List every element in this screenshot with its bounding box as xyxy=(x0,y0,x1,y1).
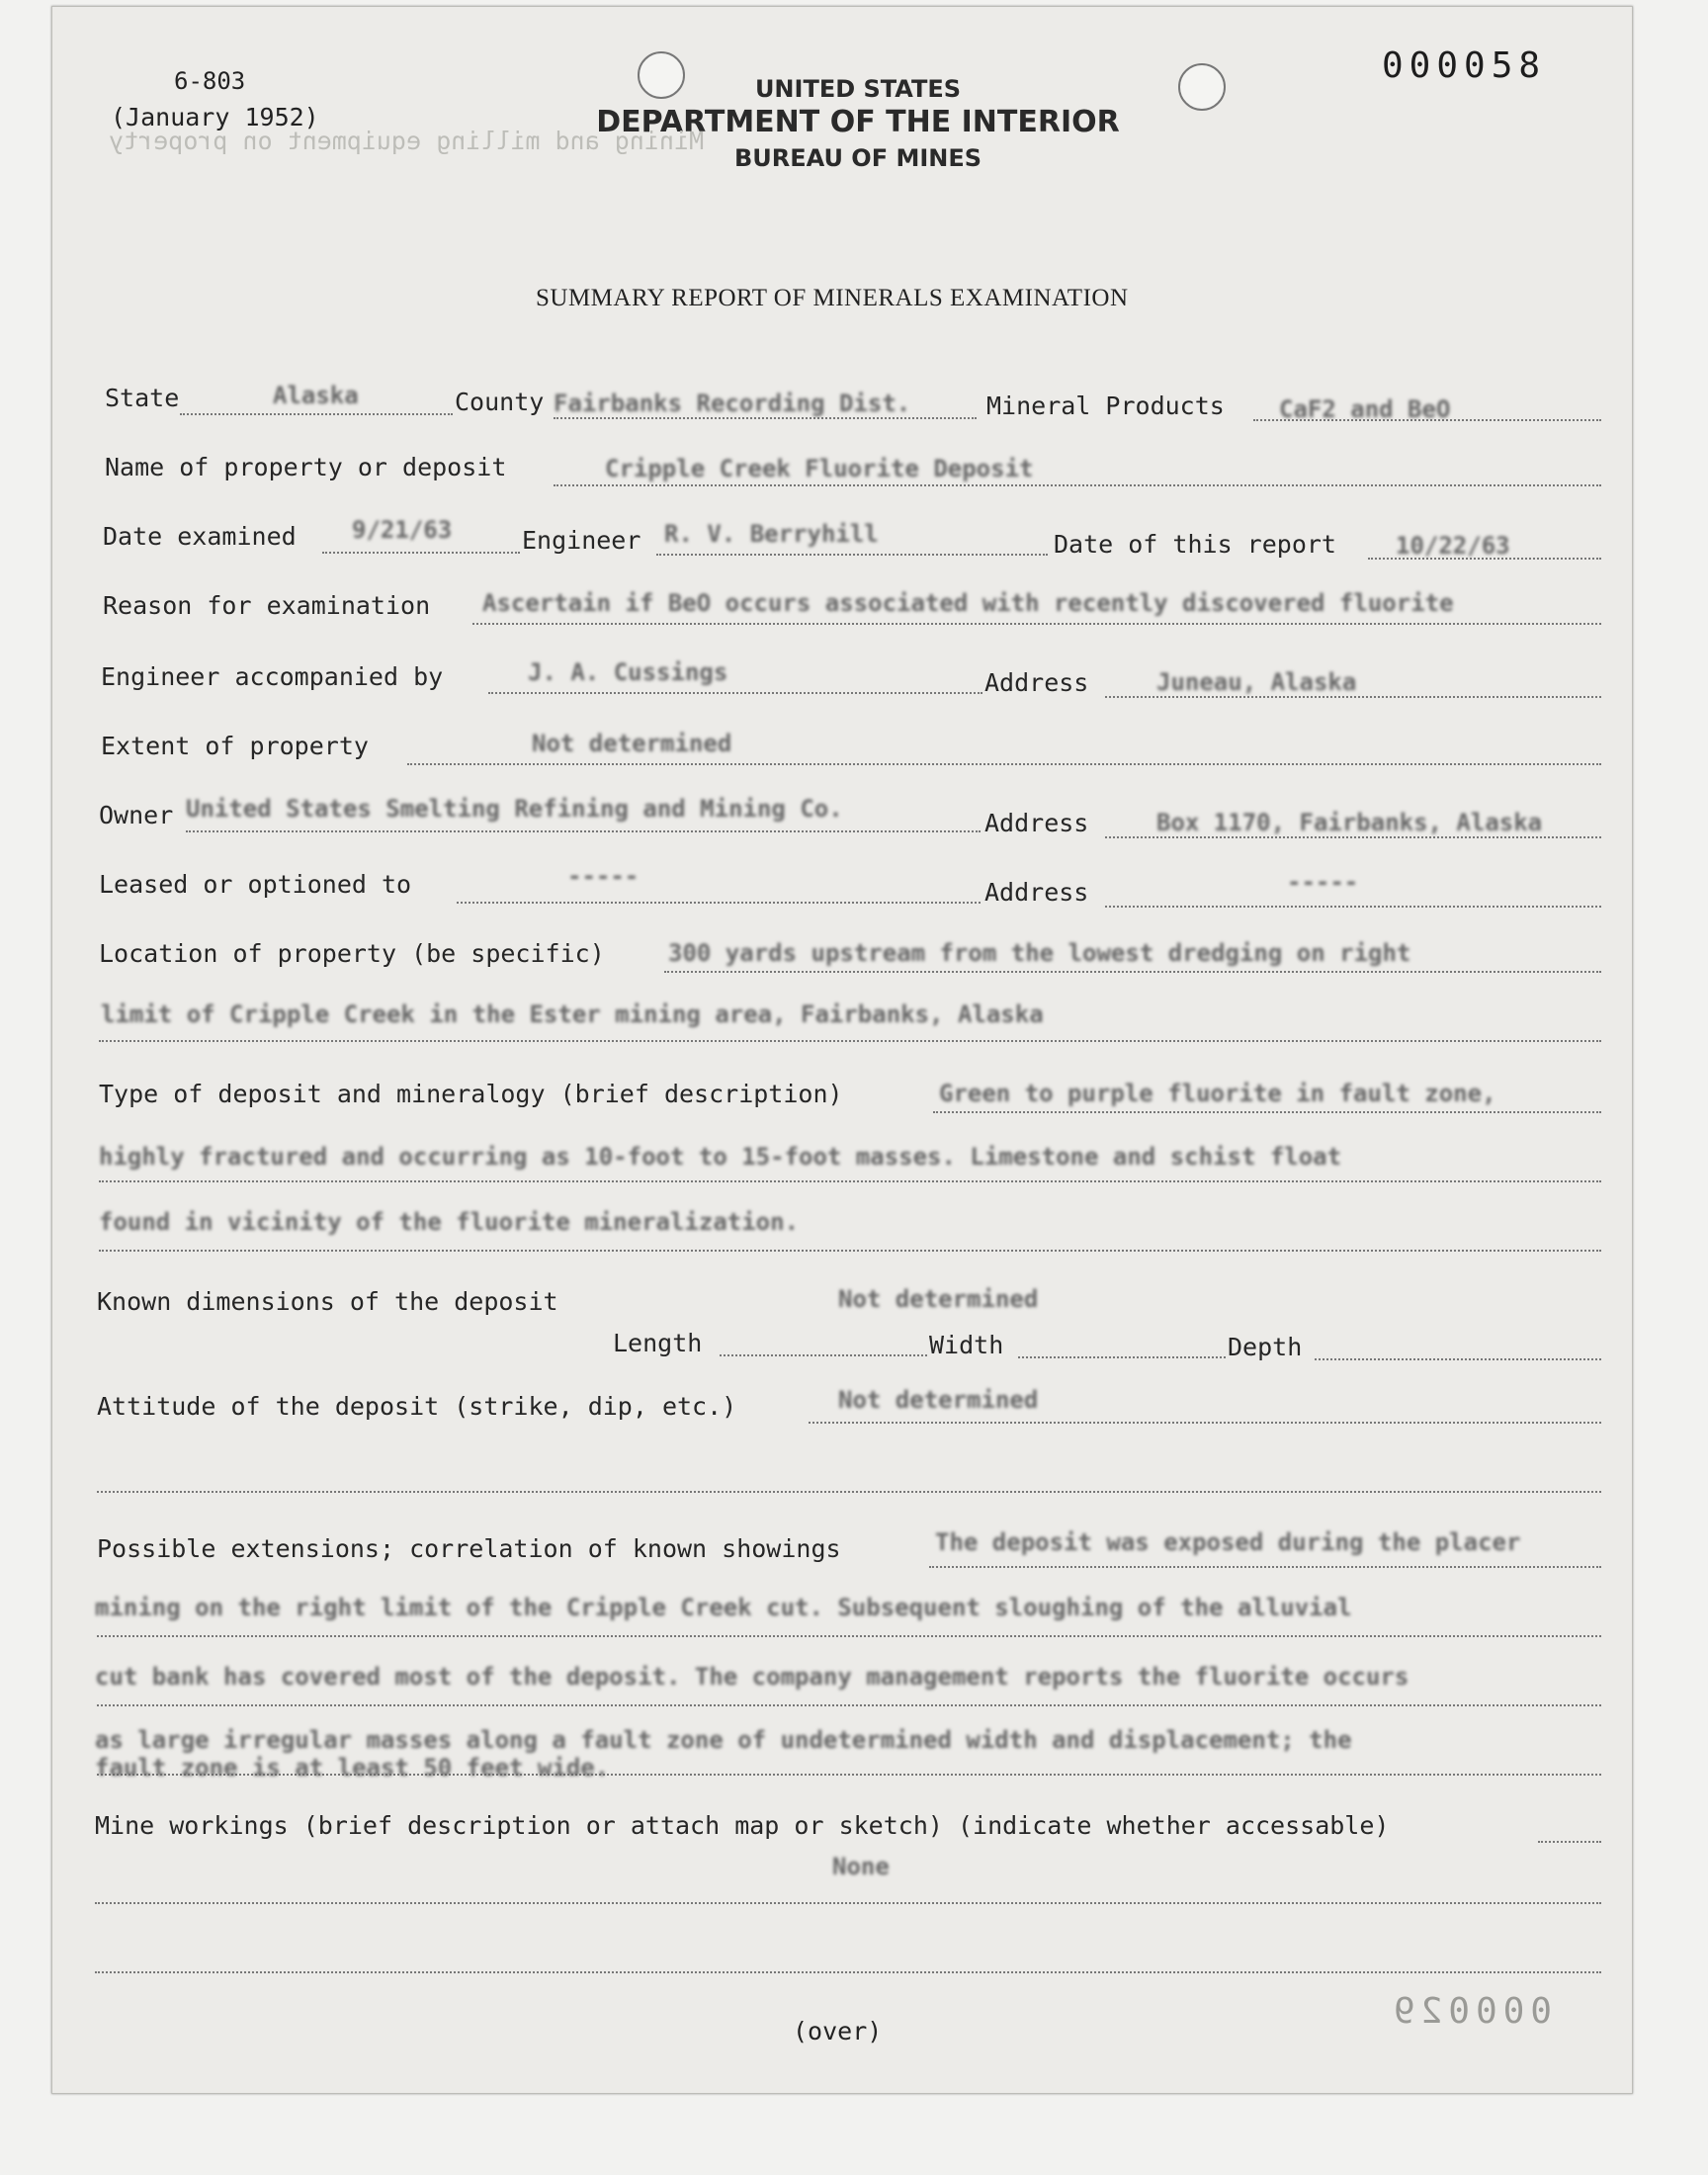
extent-value: Not determined xyxy=(532,730,732,757)
attitude-label: Attitude of the deposit (strike, dip, etc.) xyxy=(97,1392,737,1421)
mineral-products-value: CaF2 and BeO xyxy=(1279,395,1451,423)
extensions-label: Possible extensions; correlation of known showings xyxy=(97,1534,841,1563)
bleed-through-text: Mining and milling equipment on property xyxy=(109,127,705,155)
extensions-line-3: cut bank has covered most of the deposit. The company management reports the fluorite occurs xyxy=(95,1663,1409,1691)
state-label: State xyxy=(105,384,180,412)
header-line-3: BUREAU OF MINES xyxy=(733,144,982,172)
header-line-2: DEPARTMENT OF THE INTERIOR xyxy=(596,105,1120,139)
depth-label: Depth xyxy=(1228,1333,1303,1361)
extensions-line-4: as large irregular masses along a fault zone of undetermined width and displacement; the xyxy=(95,1726,1352,1754)
location-label: Location of property (be specific) xyxy=(99,939,605,968)
reason-value: Ascertain if BeO occurs associated with recently discovered fluorite xyxy=(482,589,1454,617)
extensions-line-5: fault zone is at least 50 feet wide. xyxy=(95,1754,610,1782)
accompanied-address-value: Juneau, Alaska xyxy=(1156,668,1357,696)
accompanied-label: Engineer accompanied by xyxy=(101,662,444,691)
deposit-type-label: Type of deposit and mineralogy (brief description) xyxy=(99,1080,843,1108)
dimensions-label: Known dimensions of the deposit xyxy=(97,1287,558,1316)
attitude-value: Not determined xyxy=(838,1386,1039,1414)
engineer-label: Engineer xyxy=(522,526,641,555)
leased-label: Leased or optioned to xyxy=(99,870,412,899)
deposit-type-line-1: Green to purple fluorite in fault zone, xyxy=(939,1080,1496,1107)
report-date-label: Date of this report xyxy=(1054,530,1336,559)
county-value: Fairbanks Recording Dist. xyxy=(554,390,911,417)
report-date-value: 10/22/63 xyxy=(1396,532,1510,560)
owner-label: Owner xyxy=(99,801,174,829)
leased-address-label: Address xyxy=(984,878,1089,907)
accompanied-value: J. A. Cussings xyxy=(528,658,728,686)
form-title: SUMMARY REPORT OF MINERALS EXAMINATION xyxy=(536,285,1129,311)
form-date: (January 1952) xyxy=(111,103,319,131)
location-value-line-2: limit of Cripple Creek in the Ester mining area, Fairbanks, Alaska xyxy=(101,1000,1044,1028)
extent-label: Extent of property xyxy=(101,732,369,760)
width-label: Width xyxy=(929,1331,1004,1359)
owner-address-value: Box 1170, Fairbanks, Alaska xyxy=(1156,809,1543,836)
deposit-type-line-2: highly fractured and occurring as 10-foot to 15-foot masses. Limestone and schist float xyxy=(99,1143,1342,1171)
reason-label: Reason for examination xyxy=(103,591,431,620)
serial-number-top: 000058 xyxy=(1382,45,1547,86)
owner-value: United States Smelting Refining and Mining Co. xyxy=(186,795,843,823)
date-examined-value: 9/21/63 xyxy=(352,516,453,544)
state-value: Alaska xyxy=(273,382,359,409)
length-label: Length xyxy=(613,1329,703,1357)
engineer-value: R. V. Berryhill xyxy=(664,520,879,548)
workings-label: Mine workings (brief description or attach map or sketch) (indicate whether accessable) xyxy=(95,1811,1390,1840)
date-examined-label: Date examined xyxy=(103,522,297,551)
header-line-1: UNITED STATES xyxy=(754,75,962,103)
accompanied-address-label: Address xyxy=(984,668,1089,697)
extensions-line-1: The deposit was exposed during the placer xyxy=(935,1528,1521,1556)
leased-value: ----- xyxy=(567,862,640,890)
property-name-label: Name of property or deposit xyxy=(105,453,507,481)
leased-address-value: ----- xyxy=(1287,868,1359,896)
serial-number-bottom: 000029 xyxy=(1388,1991,1553,2032)
mineral-products-label: Mineral Products xyxy=(986,392,1225,420)
over-note: (over) xyxy=(793,2017,883,2045)
workings-value: None xyxy=(832,1853,890,1880)
property-name-value: Cripple Creek Fluorite Deposit xyxy=(605,455,1034,482)
location-value-line-1: 300 yards upstream from the lowest dredging on right xyxy=(668,939,1411,967)
form-number: 6-803 xyxy=(174,67,246,95)
dimensions-value: Not determined xyxy=(838,1285,1039,1313)
extensions-line-2: mining on the right limit of the Cripple Creek cut. Subsequent sloughing of the alluvial xyxy=(95,1594,1352,1621)
county-label: County xyxy=(455,388,545,416)
owner-address-label: Address xyxy=(984,809,1089,837)
deposit-type-line-3: found in vicinity of the fluorite mineralization. xyxy=(99,1208,800,1236)
